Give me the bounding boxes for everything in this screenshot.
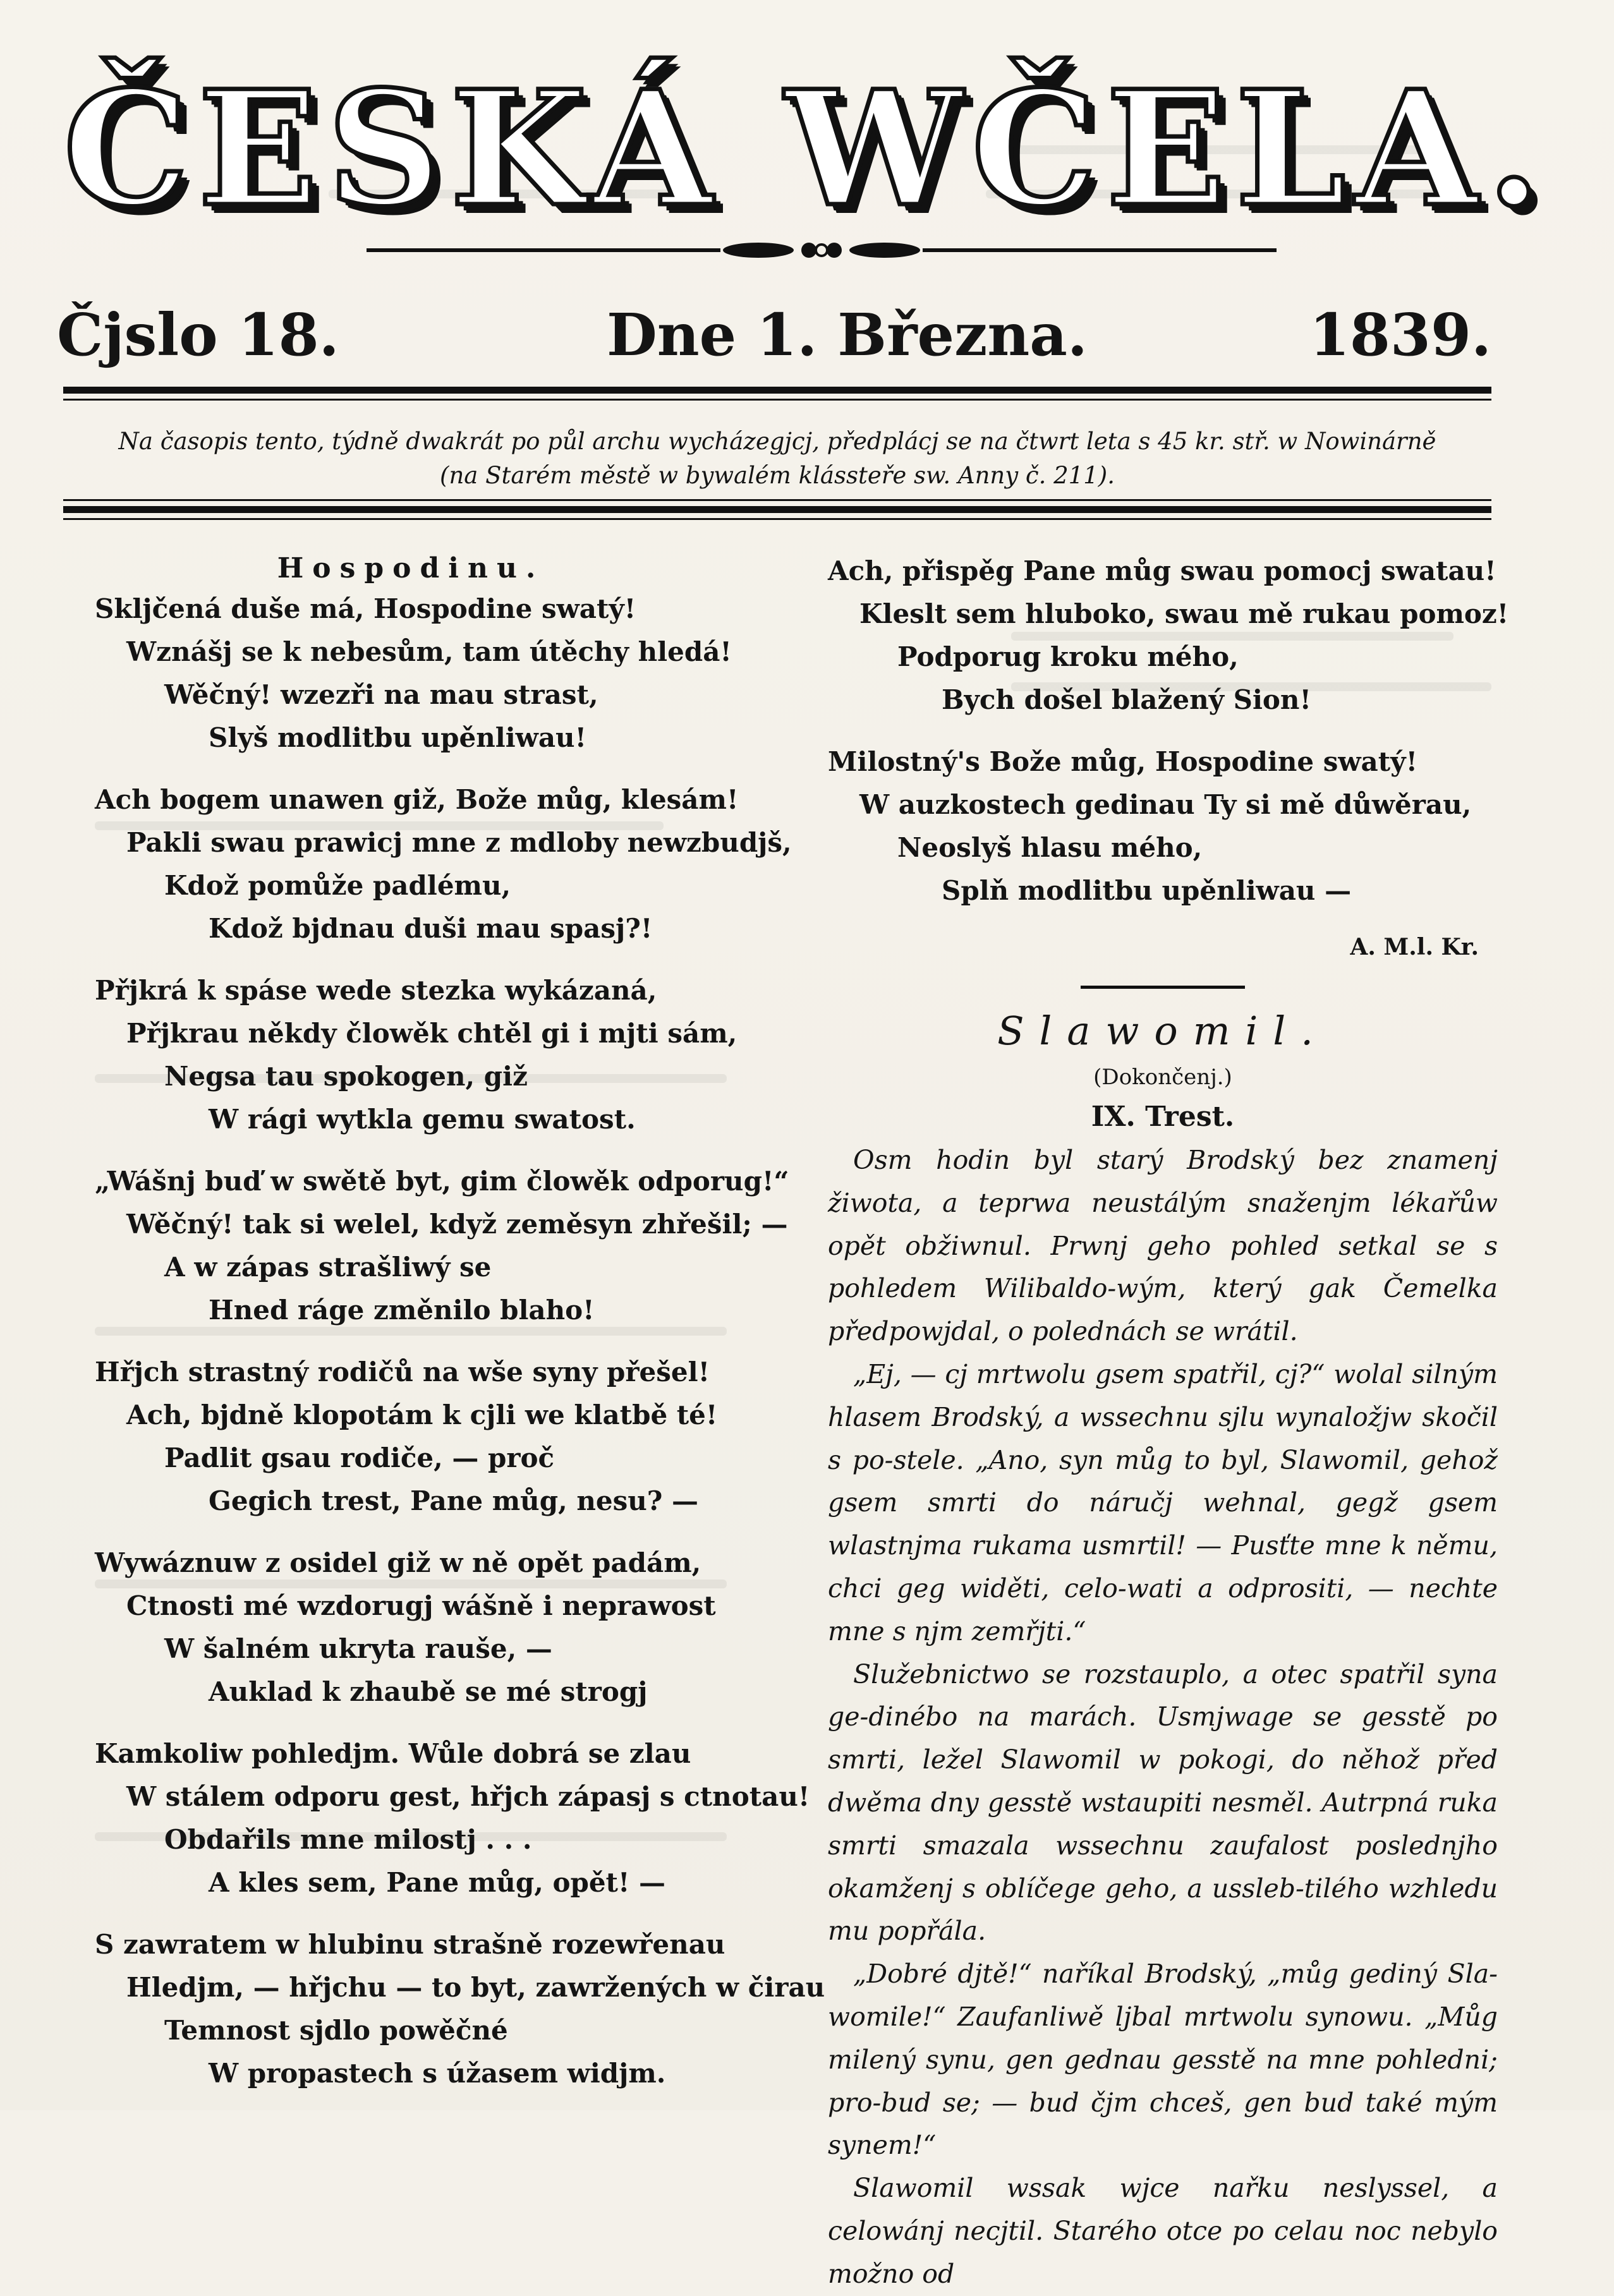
poem-line: Slyš modlitbu upěnliwau!: [209, 722, 587, 753]
poem-line: Hned ráge změnilo blaho!: [209, 1295, 595, 1326]
poem-line: Temnost sjdlo powěčné: [164, 2015, 508, 2046]
poem-line: Přjkrá k spáse wede stezka wykázaná,: [95, 975, 657, 1006]
ornament-rule: [367, 237, 1277, 265]
story-paragraph: „Dobré djtě!“ naříkal Brodský, „můg gediný Sla-womile!“ Zaufanliwě ljbal mrtwolu synowu. „Můg milený synu, gen gednau gesstě na mne pohledni; pro-bud se; — bud čjm chceš, gen bud také mým synem!“: [828, 1959, 1498, 2161]
poem-line: Hřjch strastný rodičů na wše syny přešel!: [95, 1356, 710, 1387]
poem-stanza: [95, 1923, 825, 2095]
story-body: [828, 1139, 1498, 2296]
poem-signature: A. M.l. Kr.: [1350, 934, 1479, 960]
poem-stanza: [95, 969, 790, 1141]
story-title: Slawomil.: [997, 1008, 1328, 1054]
poem-line: Neoslyš hlasu mého,: [897, 832, 1203, 863]
poem-line: Milostný's Bože můg, Hospodine swatý!: [828, 746, 1418, 777]
poem-line: Skljčená duše má, Hospodine swatý!: [95, 593, 636, 624]
poem-line: W propastech s úžasem widjm.: [209, 2058, 666, 2089]
masthead-title: ČESKÁ WČELA.: [63, 56, 1551, 241]
poem-line: Kdož bjdnau duši mau spasj?!: [209, 913, 653, 944]
poem-line: Gegich trest, Pane můg, nesu? —: [209, 1485, 698, 1516]
poem-line: W šalném ukryta rauše, —: [164, 1633, 552, 1664]
issue-year: 1839.: [1309, 301, 1491, 369]
poem-line: Ach, přispěg Pane můg swau pomocj swatau!: [828, 555, 1496, 586]
poem-line: Wěčný! wzezři na mau strast,: [164, 679, 598, 710]
story-subtitle: (Dokončenj.): [1093, 1065, 1232, 1090]
poem-line: W auzkostech gedinau Ty si mě důwěrau,: [859, 789, 1472, 820]
poem-line: A w zápas strašliwý se: [164, 1252, 492, 1283]
poem-line: Wywáznuw z osidel giž w ně opět padám,: [95, 1547, 701, 1578]
story-paragraph: Slawomil wssak wjce nařku neslyssel, a celowánj necjtil. Starého otce po celau noc nebylo možno od: [828, 2173, 1498, 2289]
poem-line: Kleslt sem hluboko, swau mě rukau pomoz!: [859, 598, 1509, 629]
poem-stanza: [95, 1160, 790, 1332]
left-column: [95, 550, 825, 2114]
issue-line: [57, 297, 1491, 373]
poem-continuation: [828, 550, 1509, 912]
subscription-line-1: Na časopis tento, týdně dwakrát po půl archu wycházegjcj, předplácj se na čtwrt leta s 45 kr. stř. w Nowinárně: [118, 428, 1436, 455]
poem-line: „Wášnj buď w swětě byt, gim člowěk odporug!“: [95, 1166, 789, 1197]
poem-line: A kles sem, Pane můg, opět! —: [209, 1867, 666, 1898]
chapter-heading: IX. Trest.: [1091, 1101, 1235, 1133]
poem-line: Obdařils mne milostj . . .: [164, 1824, 532, 1855]
subscription-line-2: (na Starém městě w bywalém klássteře sw. Anny č. 211).: [440, 462, 1115, 489]
subscription-notice: [70, 425, 1485, 493]
poem-stanza: [95, 1732, 810, 1904]
poem-stanza: [95, 1351, 790, 1523]
poem-line: Splň modlitbu upěnliwau —: [942, 875, 1352, 906]
poem-line: Ach, bjdně klopotám k cjli we klatbě té!: [126, 1399, 718, 1430]
story-paragraph: Osm hodin byl starý Brodský bez znamenj žiwota, a teprwa neustálým snaženjm lékařůw opět obžiwnul. Prwnj geho pohled setkal se s pohledem Wilibaldo-wým, který gak Čemelka předpowjdal, o polednách se wrátil.: [828, 1145, 1498, 1347]
issue-date: Dne 1. Března.: [607, 301, 1088, 369]
poem-stanza: [828, 550, 1509, 722]
story-paragraph: Služebnictwo se rozstauplo, a otec spatřil syna ge-dinébo na marách. Usmjwage se gesstě po smrti, ležel Slawomil w pokogi, do něhož před dwěma dny gesstě wstaupiti nesměl. Autrpná ruka smrti smazala wssechnu zaufalost poslednjho okamženj s oblíčege geho, a ussleb-tilého wzhledu mu popřála.: [828, 1659, 1498, 1947]
issue-number: Čjslo 18.: [57, 301, 339, 369]
poem-line: W rági wytkla gemu swatost.: [209, 1104, 636, 1135]
poem-line: Ach bogem unawen giž, Bože můg, klesám!: [95, 784, 739, 815]
poem-line: Kdož pomůže padlému,: [164, 870, 511, 901]
poem-stanza: [95, 778, 790, 950]
poem-line: Wěčný! tak si welel, když zeměsyn zhřešil; —: [126, 1209, 788, 1240]
poem-line: Wznášj se k nebesům, tam útěchy hledá!: [126, 636, 732, 667]
story-paragraph: „Ej, — cj mrtwolu gsem spatřil, cj?“ wolal silným hlasem Brodský, a wssechnu sjlu wynaložjw skočil s po-stele. „Ano, syn můg to byl, Slawomil, gehož gsem smrti do náručj wehnal, gegž gsem wlastnjma rukama usmrtil! — Pusťte mne k němu, chci geg widěti, celo-wati a odprositi, — nechte mne s njm zemřjti.“: [828, 1358, 1498, 1646]
poem-line: Pakli swau prawicj mne z mdloby newzbudjš,: [126, 827, 792, 858]
section-divider: [1081, 986, 1245, 989]
poem-line: Přjkrau někdy člowěk chtěl gi i mjti sám,: [126, 1018, 737, 1049]
poem-line: Bych došel blažený Sion!: [942, 684, 1311, 715]
poem-line: Kamkoliw pohledjm. Wůle dobrá se zlau: [95, 1738, 691, 1769]
poem-title: Hospodinu.: [277, 552, 545, 584]
poem-line: Podporug kroku mého,: [897, 641, 1239, 672]
poem-line: S zawratem w hlubinu strašně rozewřenau: [95, 1929, 725, 1960]
poem-stanza: [95, 1542, 790, 1713]
poem-line: Auklad k zhaubě se mé strogj: [209, 1676, 648, 1707]
poem-line: Ctnosti mé wzdorugj wášně i neprawost: [126, 1590, 716, 1621]
right-column: [828, 550, 1509, 2296]
subscription-rule: [63, 499, 1491, 520]
header-rule: [63, 387, 1491, 401]
poem-body: [95, 588, 825, 2095]
poem-stanza: [828, 740, 1498, 912]
poem-line: Padlit gsau rodiče, — proč: [164, 1442, 555, 1473]
poem-line: Hledjm, — hřjchu — to byt, zawržených w čirau: [126, 1972, 825, 2003]
poem-line: W stálem odporu gest, hřjch zápasj s ctnotau!: [126, 1781, 810, 1812]
poem-line: Negsa tau spokogen, giž: [164, 1061, 528, 1092]
poem-stanza: [95, 588, 790, 759]
